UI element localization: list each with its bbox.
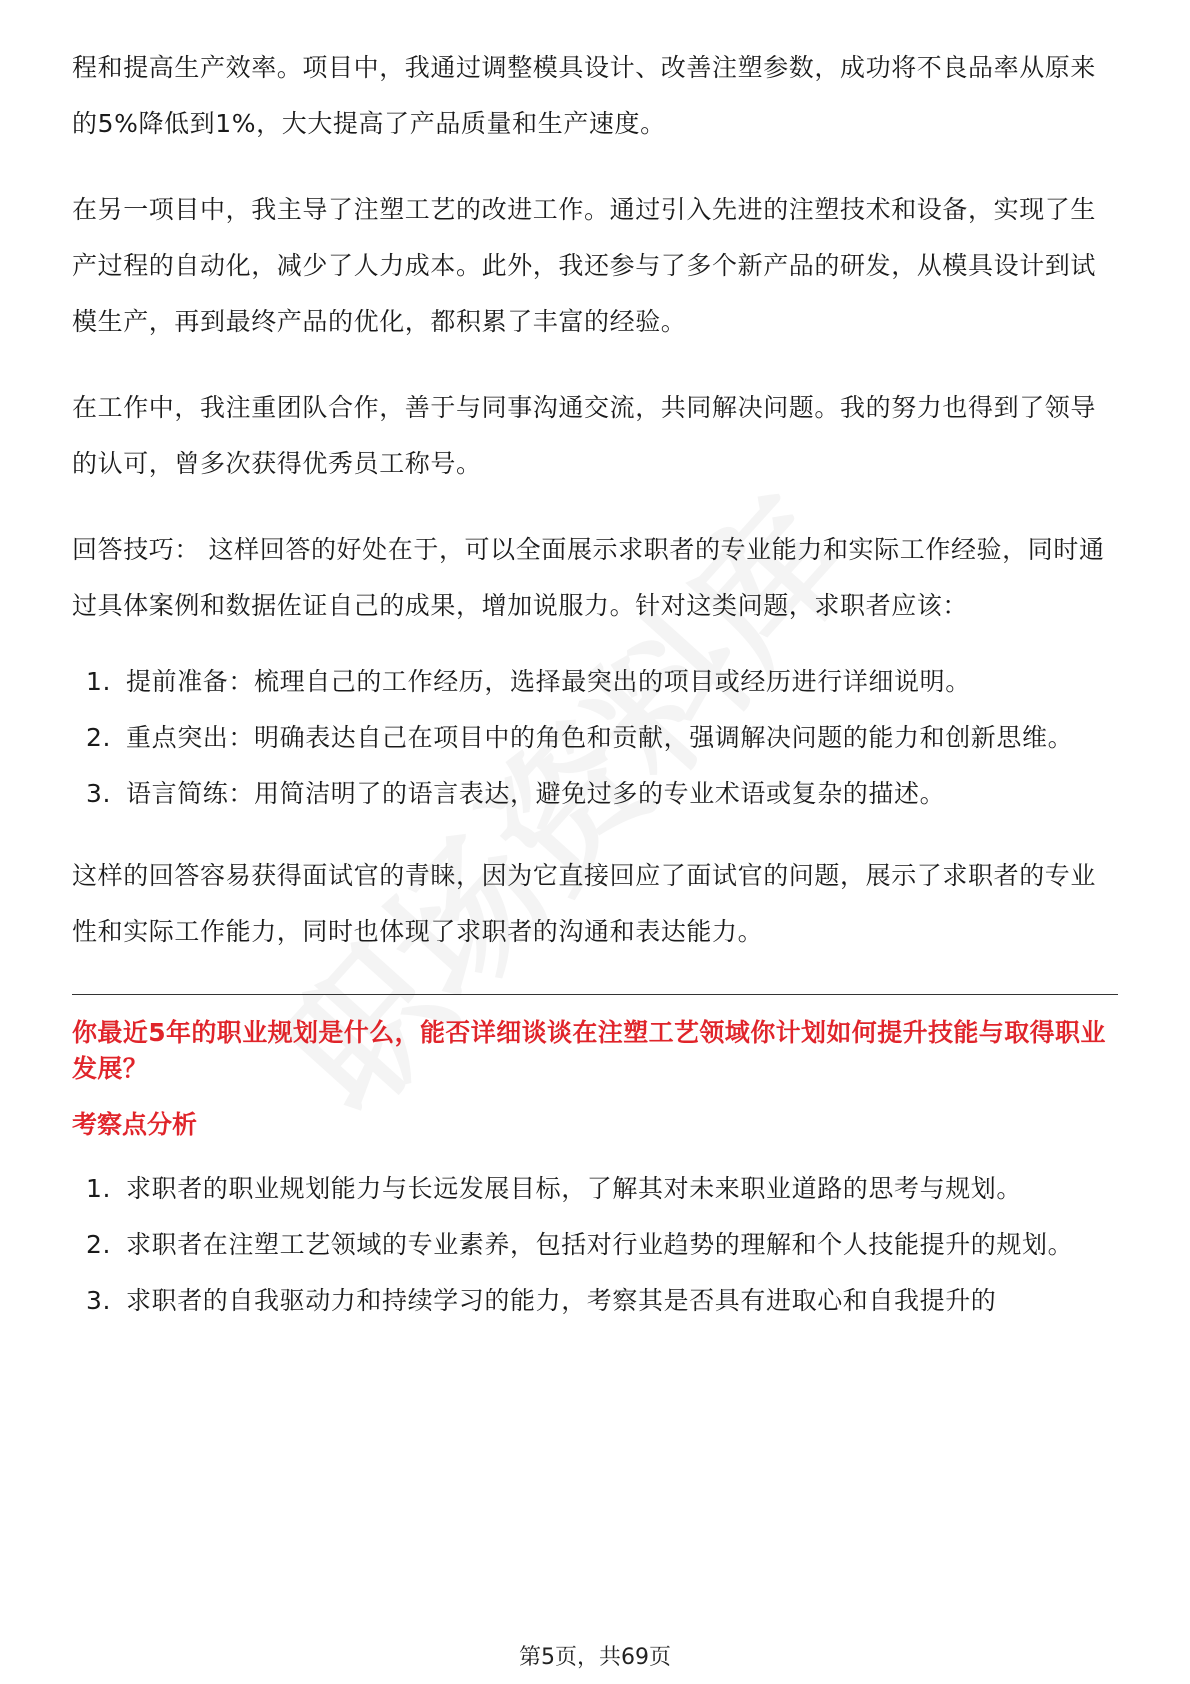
section-divider — [72, 994, 1118, 995]
answer-tips-paragraph: 回答技巧： 这样回答的好处在于，可以全面展示求职者的专业能力和实际工作经验，同时通过具体案例和数据佐证自己的成果，增加说服力。针对这类问题，求职者应该： — [72, 535, 1105, 620]
paragraph: 在另一项目中，我主导了注塑工艺的改进工作。通过引入先进的注塑技术和设备，实现了生产过程的自动化，减少了人力成本。此外，我还参与了多个新产品的研发，从模具设计到试模生产，再到最终产品的优化，都积累了丰富的经验。 — [72, 195, 1097, 336]
closing-paragraph: 这样的回答容易获得面试官的青睐，因为它直接回应了面试官的问题，展示了求职者的专业性和实际工作能力，同时也体现了求职者的沟通和表达能力。 — [72, 861, 1097, 946]
paragraph: 在工作中，我注重团队合作，善于与同事沟通交流，共同解决问题。我的努力也得到了领导的认可，曾多次获得优秀员工称号。 — [72, 393, 1097, 478]
tips-list — [72, 654, 1118, 822]
list-item: 2. 求职者在注塑工艺领域的专业素养，包括对行业趋势的理解和个人技能提升的规划。 — [86, 1230, 1074, 1259]
list-item: 2. 重点突出：明确表达自己在项目中的角色和贡献，强调解决问题的能力和创新思维。 — [86, 723, 1074, 752]
page-number: 第5页，共69页 — [519, 1645, 671, 1670]
analysis-heading: 考察点分析 — [72, 1110, 198, 1139]
page-content — [72, 40, 1118, 1329]
analysis-list — [72, 1161, 1118, 1329]
list-item: 3. 求职者的自我驱动力和持续学习的能力，考察其是否具有进取心和自我提升的 — [86, 1286, 997, 1315]
paragraph: 程和提高生产效率。项目中，我通过调整模具设计、改善注塑参数，成功将不良品率从原来的5%降低到1%，大大提高了产品质量和生产速度。 — [72, 53, 1097, 138]
list-item: 1. 求职者的职业规划能力与长远发展目标，了解其对未来职业道路的思考与规划。 — [86, 1174, 1023, 1203]
list-item: 3. 语言简练：用简洁明了的语言表达，避免过多的专业术语或复杂的描述。 — [86, 779, 946, 808]
interview-question: 你最近5年的职业规划是什么，能否详细谈谈在注塑工艺领域你计划如何提升技能与取得职业发展？ — [72, 1018, 1106, 1083]
list-item: 1. 提前准备：梳理自己的工作经历，选择最突出的项目或经历进行详细说明。 — [86, 667, 971, 696]
